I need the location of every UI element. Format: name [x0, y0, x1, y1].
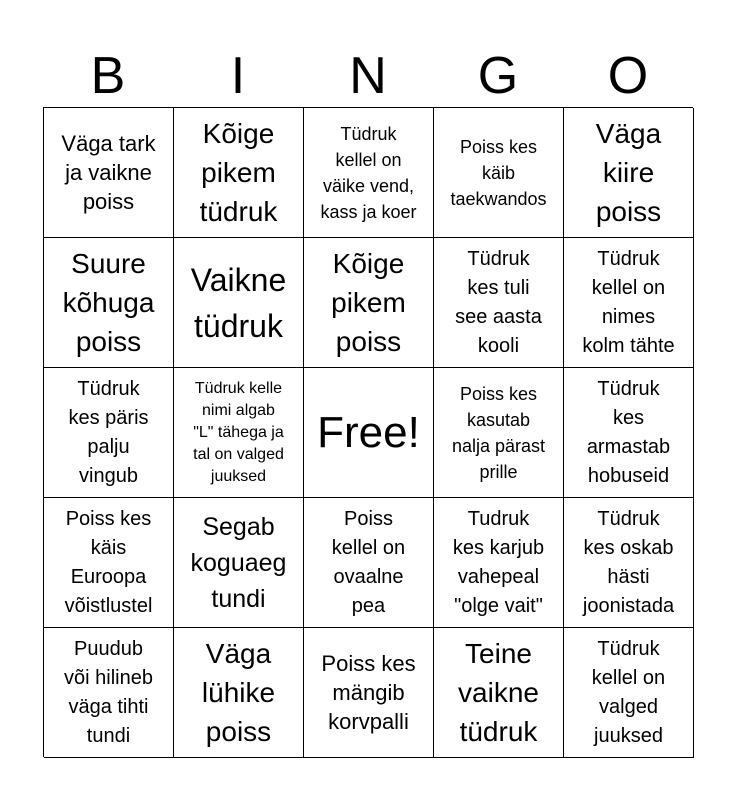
cell-text: Väga lühike poiss — [201, 638, 276, 747]
bingo-cell[interactable] — [174, 498, 304, 628]
cell-text: Teine vaikne tüdruk — [458, 638, 539, 747]
bingo-cell[interactable] — [44, 238, 174, 368]
cell-text: Tüdruk kellel on valged juuksed — [591, 637, 666, 747]
header-letter-b: B — [90, 47, 126, 105]
cell-text: Väga tark ja vaikne poiss — [61, 131, 156, 214]
cell-text: Tüdruk kes päris palju vingub — [68, 377, 149, 487]
bingo-cell[interactable] — [434, 108, 564, 238]
free-cell[interactable] — [304, 368, 434, 498]
bingo-cell[interactable] — [304, 498, 434, 628]
bingo-cell[interactable] — [564, 498, 694, 628]
cell-text: Tüdruk kes oskab hästi joonistada — [582, 507, 675, 617]
cell-text: Poiss kes käis Euroopa võistlustel — [64, 507, 153, 617]
cell-text: Tüdruk kes tuli see aasta kooli — [455, 247, 542, 357]
cell-text: Vaikne tüdruk — [190, 261, 287, 344]
cell-text: Segab koguaeg tundi — [190, 512, 287, 613]
bingo-cell[interactable] — [44, 368, 174, 498]
header-letter-i: I — [230, 47, 246, 105]
cell-text: Tudruk kes karjub vahepeal "olge vait" — [452, 507, 545, 617]
bingo-cell[interactable] — [304, 628, 434, 758]
bingo-cell[interactable] — [434, 628, 564, 758]
cell-text: Tüdruk kes armastab hobuseid — [586, 377, 671, 487]
bingo-cell[interactable] — [434, 368, 564, 498]
bingo-cell[interactable] — [44, 498, 174, 628]
cell-text: Poiss kes käib taekwandos — [450, 136, 547, 209]
cell-text: Poiss kes mängib korvpalli — [321, 651, 416, 734]
bingo-card — [43, 107, 693, 757]
cell-text: Puudub või hilineb väga tihti tundi — [64, 637, 153, 747]
bingo-cell[interactable] — [44, 628, 174, 758]
bingo-cell[interactable] — [304, 108, 434, 238]
cell-text: Tüdruk kellel on väike vend, kass ja koer — [320, 123, 417, 222]
cell-text: Suure kõhuga poiss — [62, 248, 155, 357]
cell-text: Poiss kellel on ovaalne pea — [331, 507, 406, 617]
bingo-cell[interactable] — [174, 628, 304, 758]
cell-text: Poiss kes kasutab nalja pärast prille — [451, 383, 546, 482]
cell-text: Tüdruk kelle nimi algab "L" tähega ja tal on valged juuksed — [193, 379, 284, 485]
cell-text: Kõige pikem poiss — [331, 248, 406, 357]
bingo-cell[interactable] — [564, 108, 694, 238]
bingo-cell[interactable] — [434, 238, 564, 368]
bingo-cell[interactable] — [174, 108, 304, 238]
bingo-cell[interactable] — [174, 238, 304, 368]
header-letter-g: G — [477, 47, 519, 105]
cell-text: Tüdruk kellel on nimes kolm tähte — [582, 247, 675, 357]
bingo-header — [43, 48, 693, 104]
bingo-cell[interactable] — [434, 498, 564, 628]
cell-text: Väga kiire poiss — [595, 118, 662, 227]
bingo-cell[interactable] — [564, 368, 694, 498]
bingo-cell[interactable] — [174, 368, 304, 498]
bingo-cell[interactable] — [564, 238, 694, 368]
free-label: Free! — [317, 407, 420, 457]
cell-text: Kõige pikem tüdruk — [199, 118, 278, 227]
bingo-cell[interactable] — [304, 238, 434, 368]
bingo-cell[interactable] — [44, 108, 174, 238]
header-letter-o: O — [607, 47, 649, 105]
bingo-cell[interactable] — [564, 628, 694, 758]
header-letter-n: N — [349, 47, 387, 105]
